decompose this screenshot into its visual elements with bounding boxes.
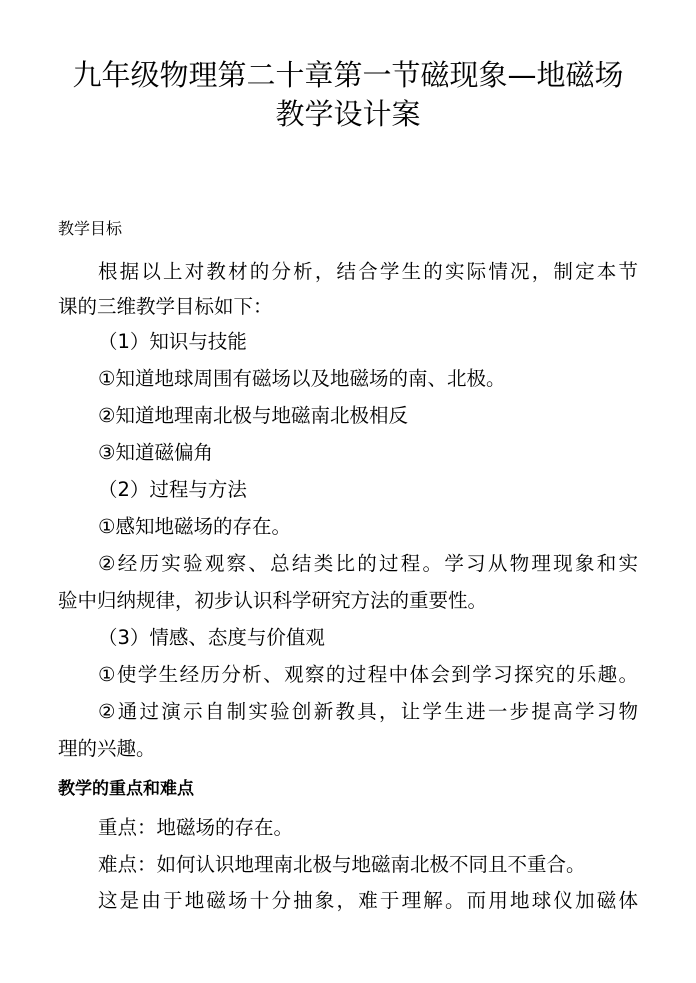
method-item-1: ①感知地磁场的存在。: [98, 515, 291, 538]
difficulty-text: 难点：如何认识地理南北极与地磁南北极不同且不重合。: [98, 853, 586, 876]
method-item-2-line-1: ②经历实验观察、总结类比的过程。学习从物理现象和实: [98, 552, 638, 575]
subheading-process-method: （2）过程与方法: [98, 478, 247, 501]
subheading-knowledge-skills: （1）知识与技能: [98, 330, 247, 353]
document-title-line-2: 教学设计案: [275, 97, 421, 131]
section-heading-key-difficult-points: 教学的重点和难点: [58, 779, 194, 799]
knowledge-item-1: ①知道地球周围有磁场以及地磁场的南、北极。: [98, 367, 506, 390]
method-item-2-line-2: 验中归纳规律，初步认识科学研究方法的重要性。: [58, 589, 488, 612]
knowledge-item-2: ②知道地理南北极与地磁南北极相反: [98, 404, 408, 427]
paragraph-last-line: 这是由于地磁场十分抽象，难于理解。而用地球仪加磁体: [98, 889, 638, 912]
subheading-emotion-values: （3）情感、态度与价值观: [98, 626, 325, 649]
paragraph-intro-line-2: 课的三维教学目标如下：: [58, 295, 273, 318]
emotion-item-2-line-1: ②通过演示自制实验创新教具，让学生进一步提高学习物: [98, 700, 638, 723]
section-heading-teaching-goals: 教学目标: [58, 219, 123, 238]
paragraph-intro-line-1: 根据以上对教材的分析，结合学生的实际情况，制定本节: [98, 260, 638, 283]
emotion-item-1: ①使学生经历分析、观察的过程中体会到学习探究的乐趣。: [98, 663, 638, 686]
knowledge-item-3: ③知道磁偏角: [98, 441, 213, 464]
document-title-line-1: 九年级物理第二十章第一节磁现象—地磁场: [72, 58, 624, 92]
key-point-text: 重点：地磁场的存在。: [98, 816, 294, 839]
emotion-item-2-line-2: 理的兴趣。: [58, 737, 156, 760]
